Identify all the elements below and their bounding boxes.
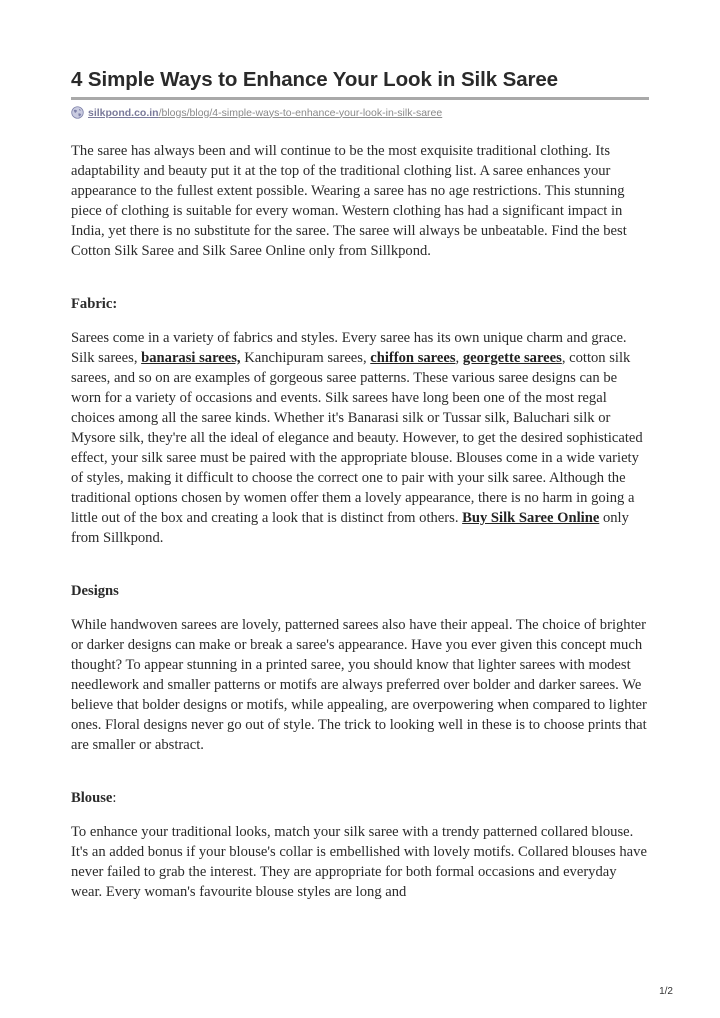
source-url[interactable] [71,106,649,119]
fabric-text-3: , [455,350,463,366]
globe-icon [71,106,84,119]
fabric-text-5: only from Sillkpond. [71,510,629,546]
blouse-heading [71,788,649,808]
title-divider [71,97,649,100]
designs-paragraph: While handwoven sarees are lovely, patterned sarees also have their appeal. The choice of brighter or darker designs can make or break a saree's appearance. Have you ever given this concept much thought? To appear stunning in a printed saree, you should know that lighter sarees with modest needlework and smaller patterns or motifs are always preferred over bolder and darker sarees. We believe that bolder designs or motifs, while appealing, are overpowering when compared to lighter ones. Floral designs never go out of style. The trick to looking well in these is to choose prints that are smaller or abstract. [71,617,647,753]
intro-paragraph: The saree has always been and will continue to be the most exquisite traditional clothing. Its adaptability and beauty put it at the top of the traditional clothing list. A saree enhances your appearance to the fullest extent possible. Wearing a saree has no age restrictions. This stunning piece of clothing is suitable for every woman. Western clothing has had a significant impact in India, yet there is no substitute for the saree. The saree will always be unbeatable. Find the best Cotton Silk Saree and Silk Saree Online only from Sillkpond. [71,143,627,259]
source-domain-link[interactable]: silkpond.co.in [88,106,159,119]
fabric-text-1: Sarees come in a variety of fabrics and styles. Every saree has its own unique charm and grace. Silk sarees, [71,330,627,366]
page-title: 4 Simple Ways to Enhance Your Look in Silk Saree [71,68,558,91]
fabric-text-4: , cotton silk sarees, and so on are examples of gorgeous saree patterns. These various saree designs can be worn for a variety of occasions and events. Silk sarees have long been one of the most regal choices among all the saree kinds. Whether it's Banarasi silk or Tussar silk, Baluchari silk or Mysore silk, they're all the ideal of elegance and beauty. However, to get the desired sophisticated effect, your silk saree must be paired with the appropriate blouse. Blouses come in a wide variety of styles, making it difficult to choose the correct one to pair with your silk saree. Although the traditional options chosen by women offer them a lovely appearance, there is no harm in going a little out of the box and creating a look that is distinct from others. [71,350,643,526]
blouse-heading-colon: : [112,790,117,806]
fabric-heading: Fabric: [71,296,118,312]
blouse-heading-text: Blouse [71,790,113,806]
designs-heading: Designs [71,583,119,599]
fabric-text-2: Kanchipuram sarees, [240,350,371,366]
source-path-link[interactable]: /blogs/blog/4-simple-ways-to-enhance-your-look-in-silk-saree [158,106,443,119]
banarasi-sarees-link[interactable]: banarasi sarees, [141,350,241,366]
chiffon-sarees-link[interactable]: chiffon sarees [370,350,456,366]
fabric-paragraph [71,328,649,548]
georgette-sarees-link[interactable]: georgette sarees [462,350,562,366]
page-number: 1/2 [659,986,673,997]
buy-silk-saree-online-link[interactable]: Buy Silk Saree Online [462,510,600,526]
document-page [71,66,649,902]
blouse-paragraph: To enhance your traditional looks, match your silk saree with a trendy patterned collared blouse. It's an added bonus if your blouse's collar is embellished with lovely motifs. Collared blouses have never failed to grab the interest. They are appropriate for both formal occasions and everyday wear. Every woman's favourite blouse styles are long and [71,824,647,900]
